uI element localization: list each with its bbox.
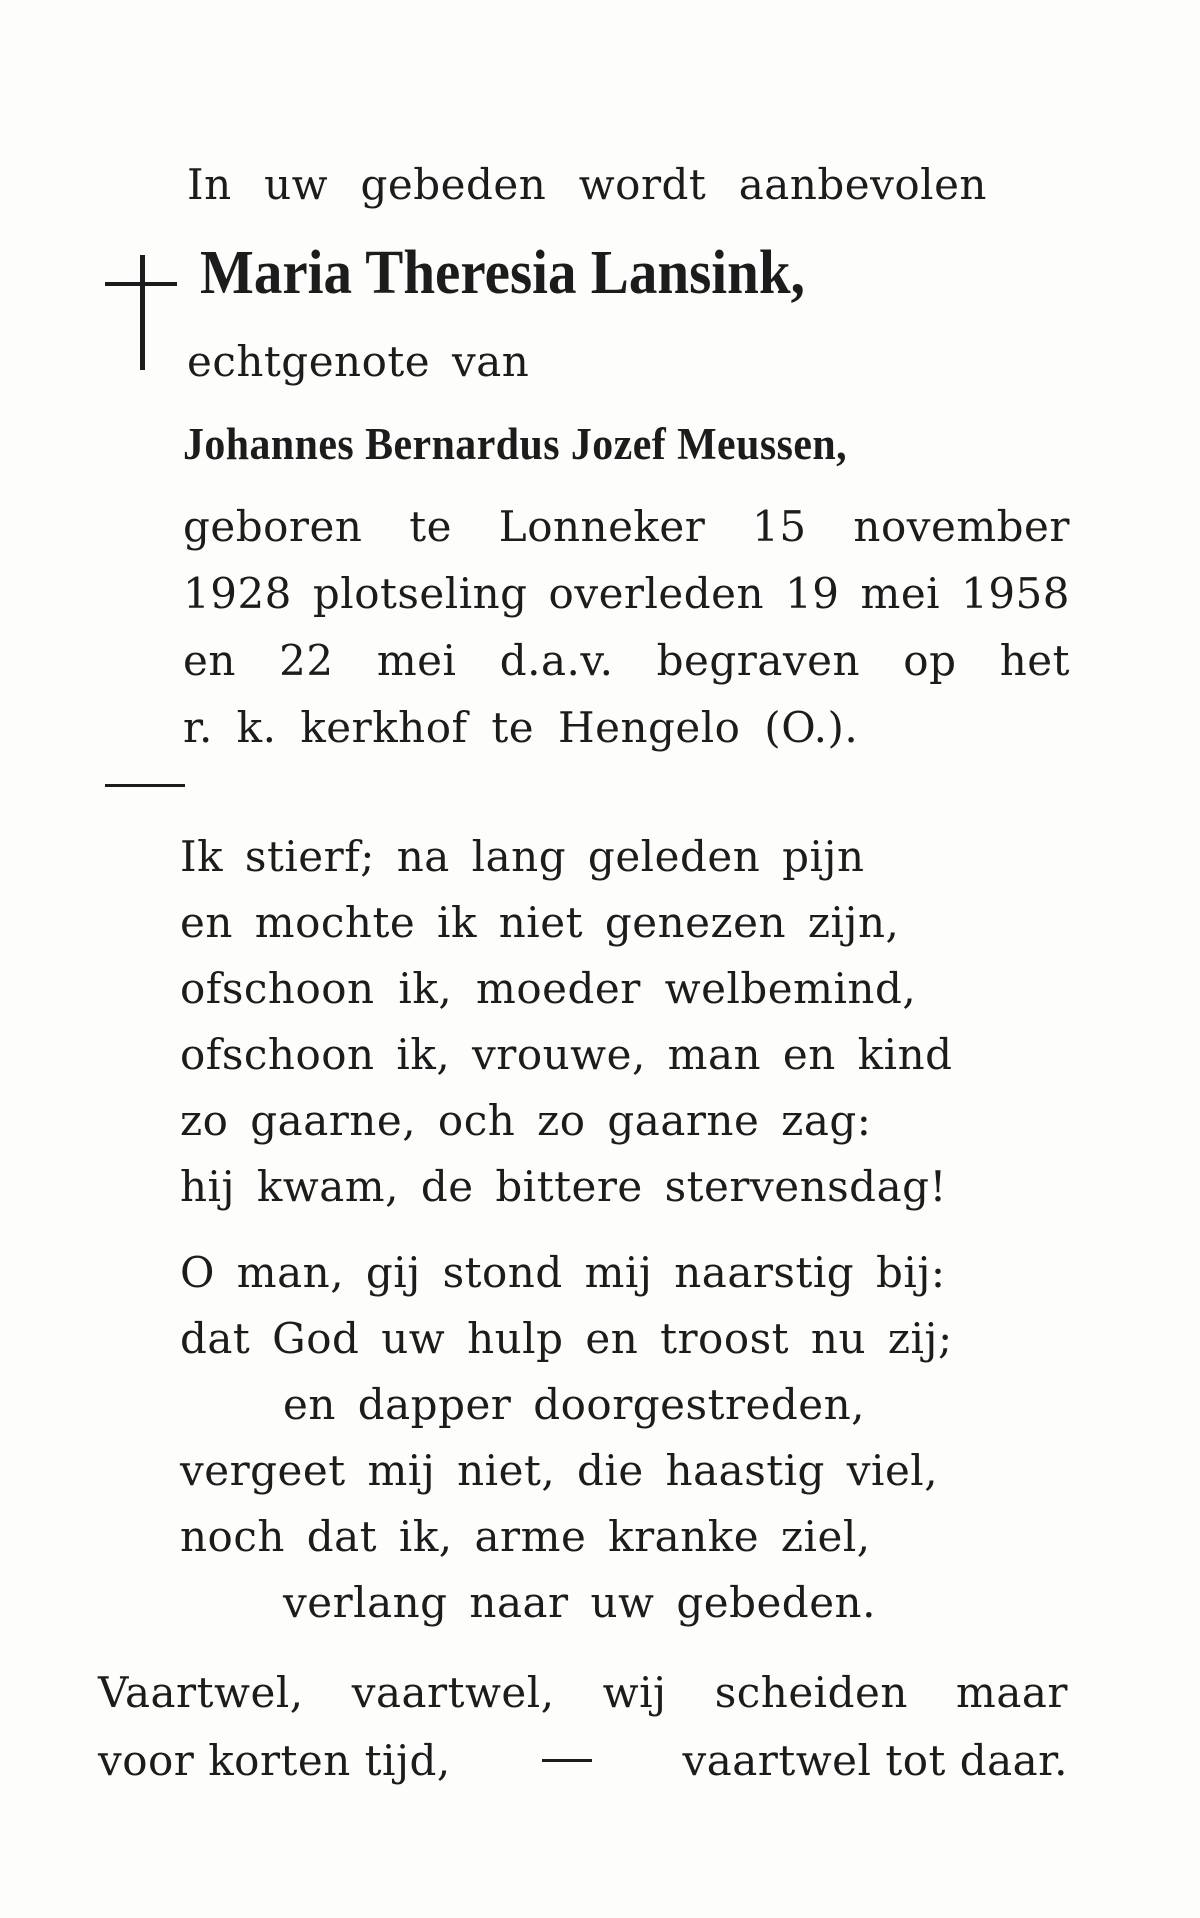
- poem-line: vergeet mij niet, die haastig viel,: [180, 1446, 939, 1495]
- bio-line: r. k. kerkhof te Hengelo (O.).: [183, 703, 859, 752]
- farewell-part-a: voor korten tijd,: [98, 1736, 451, 1785]
- relation-text: echtgenote van: [187, 337, 530, 386]
- bio-line: geboren te Lonneker 15 november: [183, 502, 1070, 551]
- poem-line: verlang naar uw gebeden.: [283, 1578, 876, 1627]
- poem-line: hij kwam, de bittere stervensdag!: [180, 1162, 947, 1211]
- poem-line: O man, gij stond mij naarstig bij:: [180, 1248, 946, 1297]
- divider: [105, 784, 185, 787]
- farewell-line: [98, 1736, 1068, 1785]
- poem-line: noch dat ik, arme kranke ziel,: [180, 1512, 871, 1561]
- intro-text: In uw gebeden wordt aanbevolen: [187, 160, 987, 209]
- poem-line: Ik stierf; na lang geleden pijn: [180, 832, 865, 881]
- poem-line: en mochte ik niet genezen zijn,: [180, 898, 900, 947]
- dash: [542, 1759, 592, 1762]
- farewell-line: Vaartwel, vaartwel, wij scheiden maar: [98, 1668, 1068, 1717]
- poem-line: zo gaarne, och zo gaarne zag:: [180, 1096, 872, 1145]
- deceased-name: Maria Theresia Lansink,: [200, 239, 805, 307]
- poem-line: dat God uw hulp en troost nu zij;: [180, 1314, 953, 1363]
- farewell-part-b: vaartwel tot daar.: [682, 1736, 1068, 1785]
- poem-line: en dapper doorgestreden,: [283, 1380, 866, 1429]
- poem-line: ofschoon ik, vrouwe, man en kind: [180, 1030, 953, 1079]
- bio-line: en 22 mei d.a.v. begraven op het: [183, 636, 1070, 685]
- husband-name: Johannes Bernardus Jozef Meussen,: [183, 419, 848, 469]
- bio-line: 1928 plotseling overleden 19 mei 1958: [183, 569, 1070, 618]
- poem-line: ofschoon ik, moeder welbemind,: [180, 964, 917, 1013]
- cross-icon: [105, 255, 177, 370]
